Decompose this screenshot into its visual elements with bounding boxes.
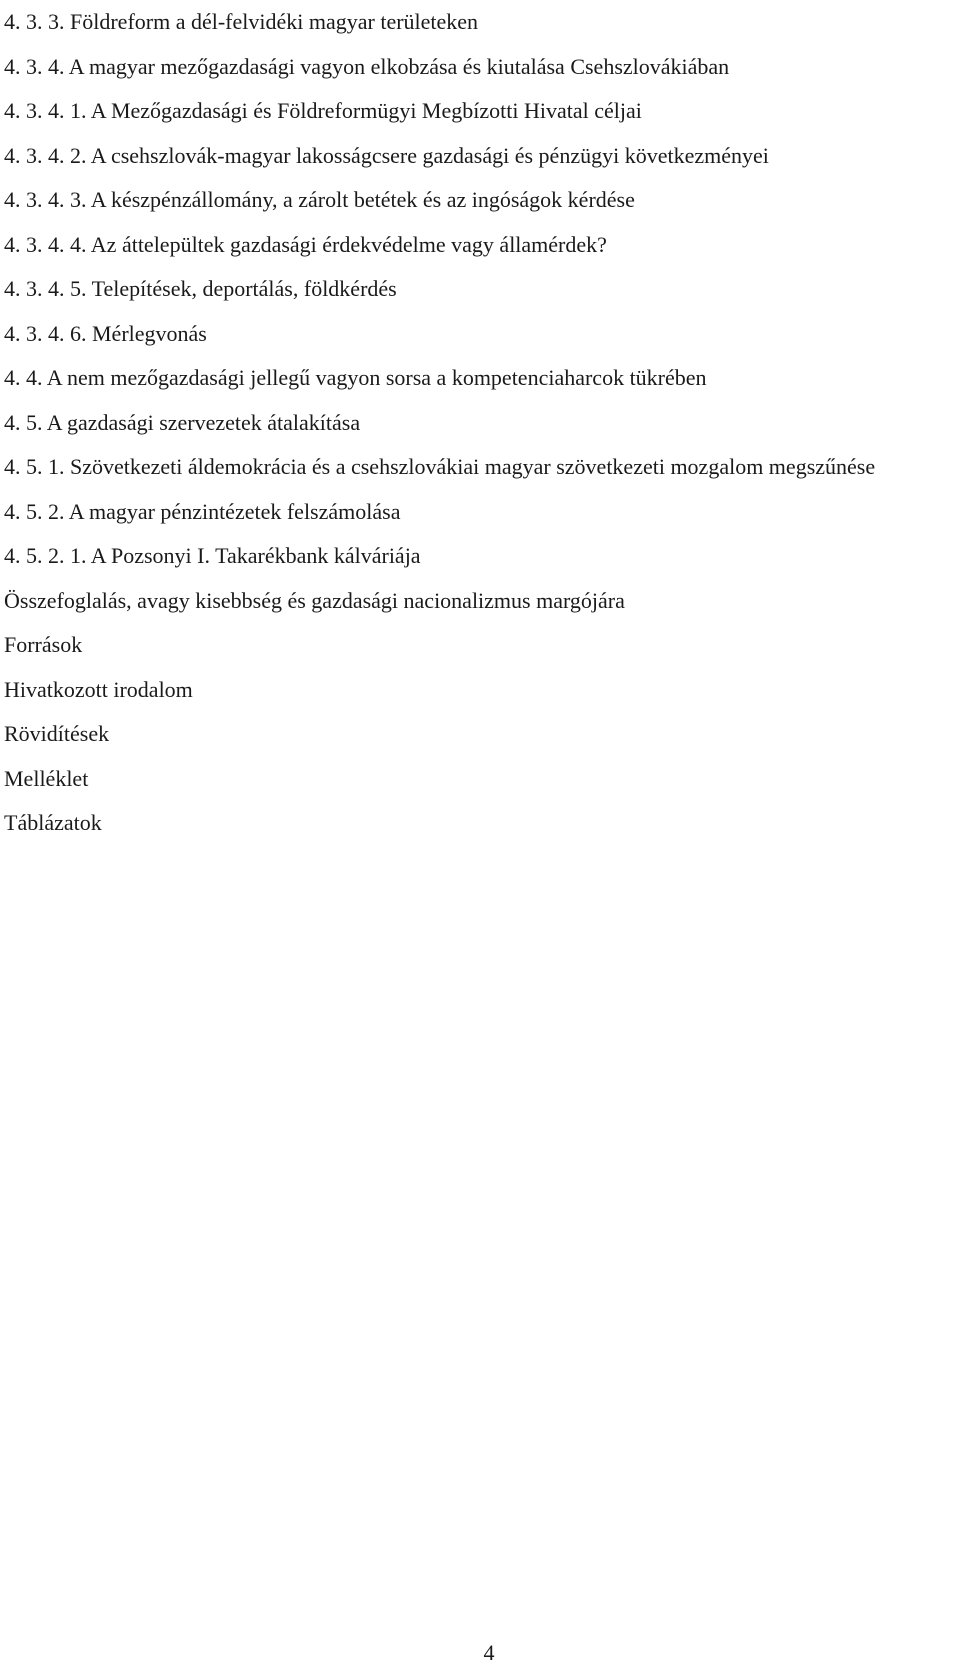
toc-entry: 4. 3. 4. 1. A Mezőgazdasági és Földreformügyi Megbízotti Hivatal céljai <box>4 98 642 123</box>
toc-entry: 4. 3. 4. 6. Mérlegvonás <box>4 320 207 346</box>
toc-entry: 4. 3. 4. A magyar mezőgazdasági vagyon elkobzása és kiutalása Csehszlovákiában <box>4 53 730 79</box>
toc-entry: 4. 4. A nem mezőgazdasági jellegű vagyon sorsa a kompetenciaharcok tükrében <box>4 365 707 390</box>
table-of-contents <box>4 0 954 846</box>
toc-entry: 4. 3. 4. 5. Telepítések, deportálás, földkérdés <box>4 276 397 301</box>
toc-entry: 4. 5. 2. A magyar pénzintézetek felszámolása <box>4 498 401 524</box>
toc-entry: 4. 3. 4. 2. A csehszlovák-magyar lakosságcsere gazdasági és pénzügyi következményei <box>4 142 769 168</box>
toc-entry: 4. 5. 2. 1. A Pozsonyi I. Takarékbank kálváriája <box>4 543 421 568</box>
toc-entry: 4. 3. 4. 4. Az áttelepültek gazdasági érdekvédelme vagy államérdek? <box>4 231 607 257</box>
toc-entry: 4. 3. 3. Földreform a dél-felvidéki magyar területeken <box>4 9 479 34</box>
toc-entry: 4. 5. A gazdasági szervezetek átalakítása <box>4 409 361 435</box>
toc-entry: 4. 5. 1. Szövetkezeti áldemokrácia és a csehszlovákiai magyar szövetkezeti mozgalom megszűnése <box>4 454 876 479</box>
toc-entry: 4. 3. 4. 3. A készpénzállomány, a zárolt betétek és az ingóságok kérdése <box>4 187 635 212</box>
page-number: 4 <box>483 1640 495 1665</box>
toc-entry: Melléklet <box>4 765 89 791</box>
toc-entry: Hivatkozott irodalom <box>4 676 193 702</box>
toc-entry: Táblázatok <box>4 810 102 835</box>
toc-entry: Rövidítések <box>4 721 110 746</box>
toc-entry: Összefoglalás, avagy kisebbség és gazdasági nacionalizmus margójára <box>4 587 625 613</box>
toc-entry: Források <box>4 632 83 657</box>
